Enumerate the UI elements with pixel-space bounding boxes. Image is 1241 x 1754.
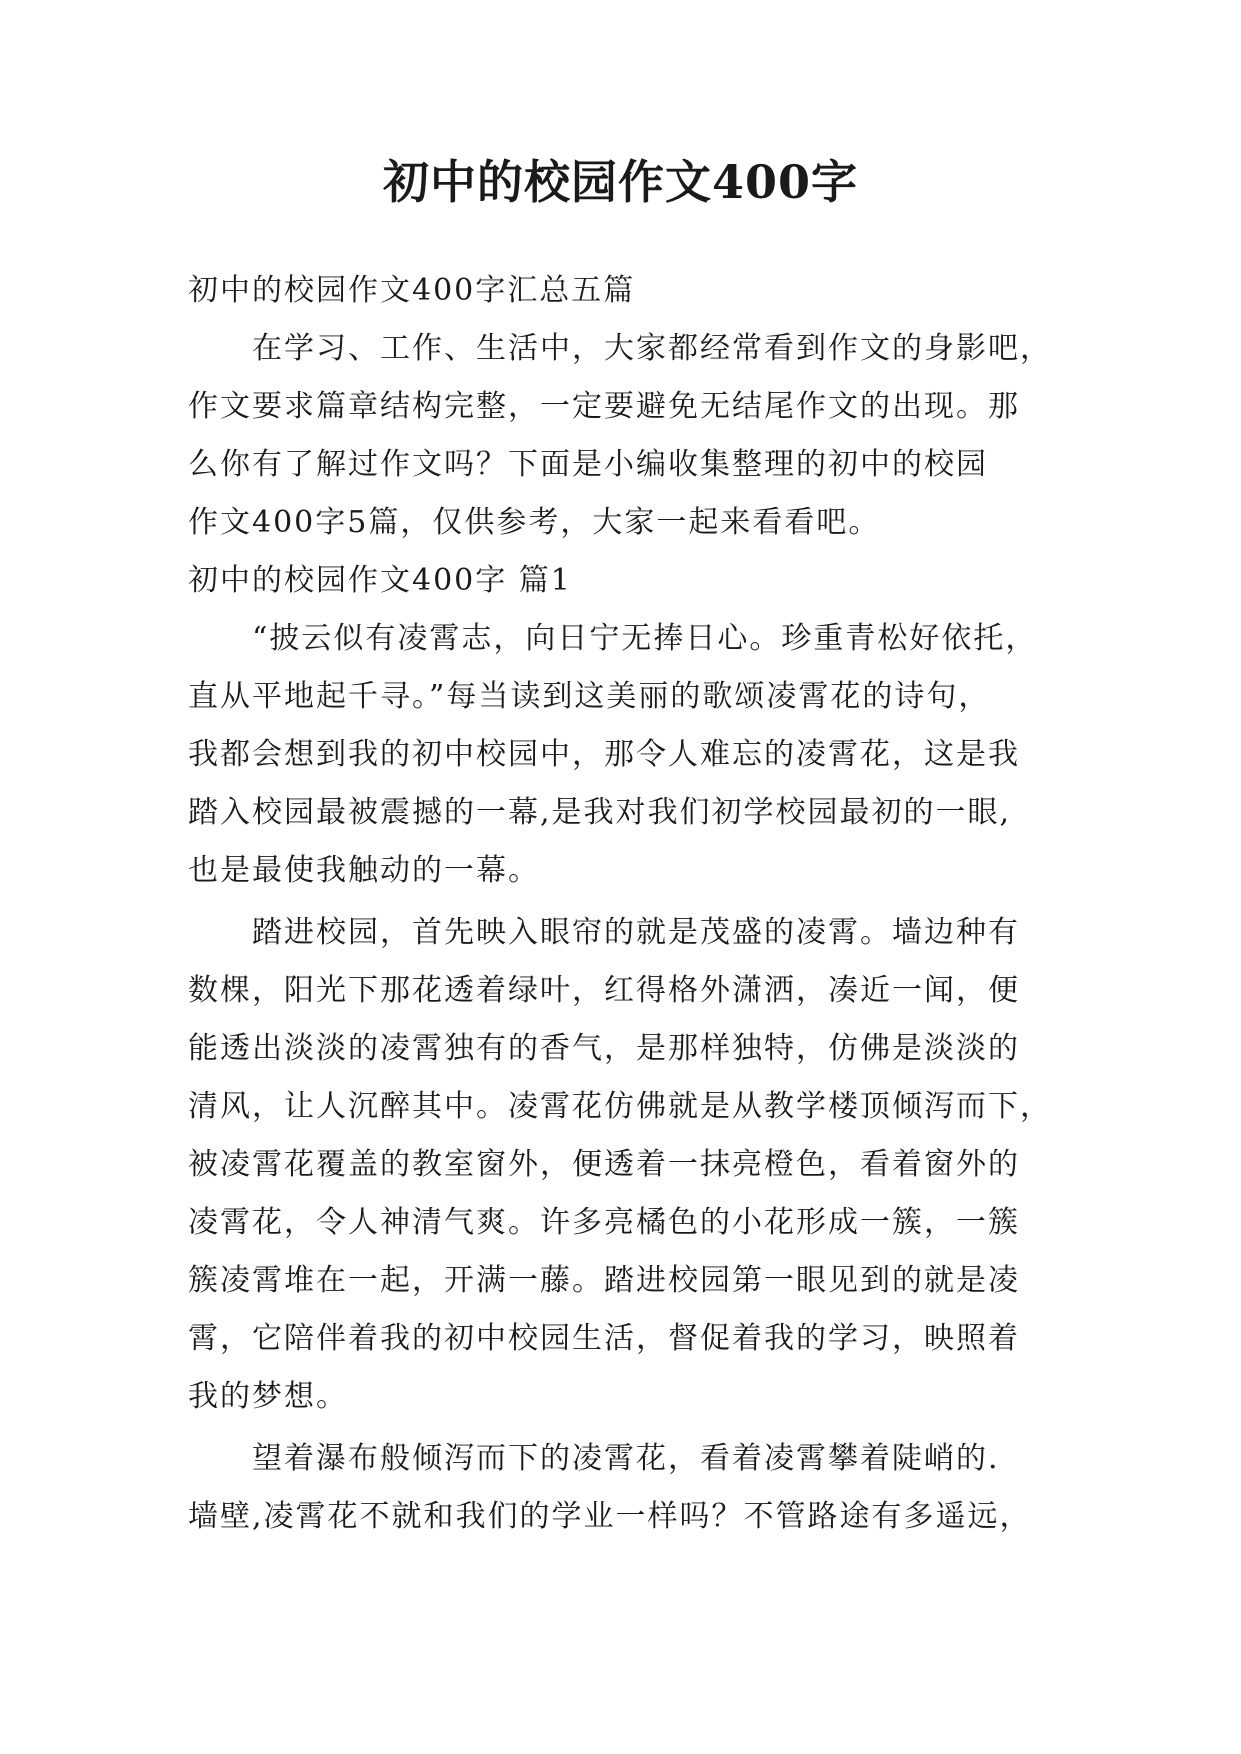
document-subtitle: 初中的校园作文400字汇总五篇 xyxy=(188,273,636,308)
paragraph-line: “披云似有凌霄志，向日宁无捧日心。珍重青松好依托， xyxy=(252,621,1038,656)
paragraph-line: 么你有了解过作文吗？下面是小编收集整理的初中的校园 xyxy=(188,447,988,482)
paragraph-line: 墙壁,凌霄花不就和我们的学业一样吗？不管路途有多遥远， xyxy=(188,1499,1032,1534)
document-title: 初中的校园作文400字 xyxy=(382,155,859,209)
paragraph-line: 凌霄花，令人神清气爽。许多亮橘色的小花形成一簇，一簇 xyxy=(188,1205,1020,1240)
paragraph-1 xyxy=(188,610,1052,900)
section-heading: 初中的校园作文400字 篇1 xyxy=(188,563,572,598)
paragraph-2 xyxy=(188,904,1052,1426)
paragraph-line: 直从平地起千寻。”每当读到这美丽的歌颂凌霄花的诗句， xyxy=(188,679,991,714)
paragraph-line: 也是最使我触动的一幕。 xyxy=(188,853,540,888)
paragraph-line: 作文要求篇章结构完整，一定要避免无结尾作文的出现。那 xyxy=(188,389,1020,424)
intro-paragraph xyxy=(188,320,1052,552)
paragraph-line: 作文400字5篇，仅供参考，大家一起来看看吧。 xyxy=(188,505,881,540)
paragraph-line: 踏入校园最被震撼的一幕,是我对我们初学校园最初的一眼, xyxy=(188,795,1012,830)
paragraph-line: 霄，它陪伴着我的初中校园生活，督促着我的学习，映照着 xyxy=(188,1321,1020,1356)
paragraph-line: 我都会想到我的初中校园中，那令人难忘的凌霄花，这是我 xyxy=(188,737,1020,772)
paragraph-line: 被凌霄花覆盖的教室窗外，便透着一抹亮橙色，看着窗外的 xyxy=(188,1147,1020,1182)
paragraph-line: 望着瀑布般倾泻而下的凌霄花，看着凌霄攀着陡峭的. xyxy=(252,1441,1000,1476)
paragraph-line: 踏进校园，首先映入眼帘的就是茂盛的凌霄。墙边种有 xyxy=(252,915,1020,950)
paragraph-line: 能透出淡淡的凌霄独有的香气，是那样独特，仿佛是淡淡的 xyxy=(188,1031,1020,1066)
paragraph-line: 数棵，阳光下那花透着绿叶，红得格外潇洒，凑近一闻，便 xyxy=(188,973,1020,1008)
paragraph-line: 清风，让人沉醉其中。凌霄花仿佛就是从教学楼顶倾泻而下， xyxy=(188,1089,1052,1124)
document-body xyxy=(188,262,1052,1546)
paragraph-line: 我的梦想。 xyxy=(188,1379,348,1414)
paragraph-line: 在学习、工作、生活中，大家都经常看到作文的身影吧， xyxy=(252,331,1052,366)
paragraph-3 xyxy=(188,1430,1052,1546)
paragraph-line: 簇凌霄堆在一起，开满一藤。踏进校园第一眼见到的就是凌 xyxy=(188,1263,1020,1298)
